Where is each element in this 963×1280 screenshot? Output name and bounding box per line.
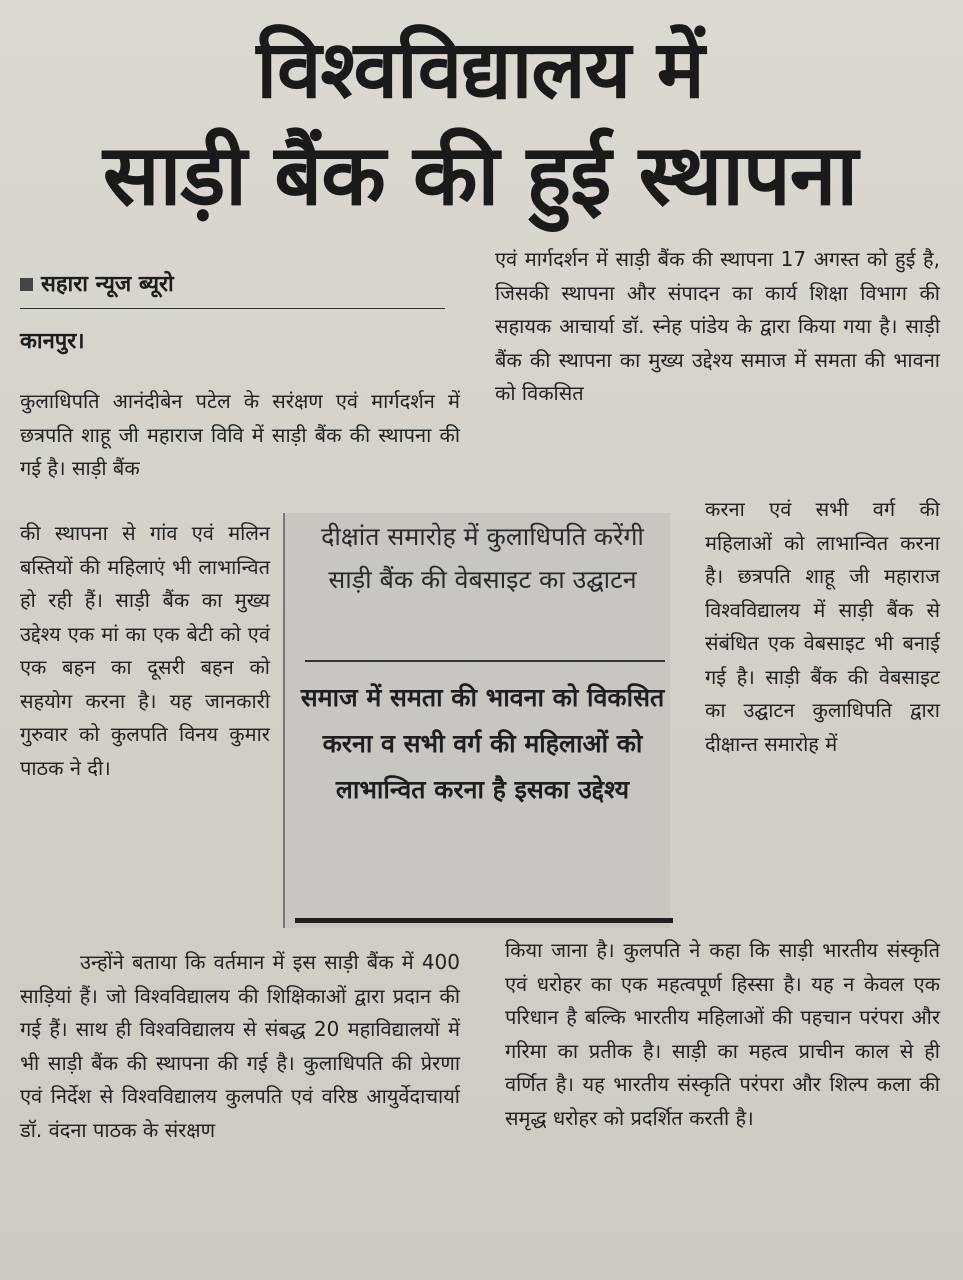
article-col1-para1: कुलाधिपति आनंदीबेन पटेल के सरंक्षण एवं मार्गदर्शन में छत्रपति शाहू जी महाराज विवि में साड़ी बैंक की स्थापना की गई है। साड़ी बैंक <box>20 389 460 480</box>
highlight-divider <box>305 660 665 662</box>
headline-line-2: साड़ी बैंक की हुई स्थापना <box>102 126 858 224</box>
highlight-body: समाज में समता की भावना को विकसित करना व सभी वर्ग की महिलाओं को लाभान्वित करना है इसका उद्देश्य <box>300 683 665 804</box>
article-col1-para1-continued: की स्थापना से गांव एवं मलिन बस्तियों की महिलाएं भी लाभान्वित हो रही हैं। साड़ी बैंक का मुख्य उद्देश्य एक मां का एक बेटी को एवं एक बहन का दूसरी बहन को सहयोग करना है। यह जानकारी गुरुवार को कुलपति विनय कुमार पाठक ने दी। <box>20 521 270 780</box>
byline <box>20 268 445 309</box>
highlight-bottom-rule <box>295 918 673 923</box>
article-col2-para1-continued: करना एवं सभी वर्ग की महिलाओं को लाभान्वित करना है। छत्रपति शाहू जी महाराज विश्वविद्यालय में साड़ी बैंक से संबंधित एक वेबसाइट भी बनाई गई है। साड़ी बैंक की वेबसाइट का उद्घाटन कुलाधिपति द्वारा दीक्षान्त समारोह में <box>705 497 940 756</box>
headline-line-1: विश्वविद्यालय में <box>256 23 704 116</box>
article-col2-para2: किया जाना है। कुलपति ने कहा कि साड़ी भारतीय संस्कृति एवं धरोहर का एक महत्वपूर्ण हिस्सा है। यह न केवल एक परिधान है बल्कि भारतीय महिलाओं की पहचान परंपरा और गरिमा का प्रतीक है। साड़ी का महत्व प्राचीन काल से ही वर्णित है। यह भारतीय संस्कृति परंपरा और शिल्प कला की समृद्ध धरोहर को प्रदर्शित करती है। <box>505 938 940 1130</box>
dateline: कानपुर। <box>20 329 85 354</box>
article-col1-para2: उन्होंने बताया कि वर्तमान में इस साड़ी बैंक में 400 साड़ियां हैं। जो विश्वविद्यालय की शिक्षिकाओं द्वारा प्रदान की गई हैं। साथ ही विश्वविद्यालय से संबद्ध 20 महाविद्यालयों में भी साड़ी बैंक की स्थापना की गई है। कुलाधिपति की प्रेरणा एवं निर्देश से विश्वविद्यालय कुलपति एवं वरिष्ठ आयुर्वेदाचार्या डॉ. वंदना पाठक के संरक्षण <box>20 950 460 1142</box>
byline-square-icon <box>20 278 33 291</box>
highlight-heading: दीक्षांत समारोह में कुलाधिपति करेंगी साड़ी बैंक की वेबसाइट का उद्घाटन <box>321 522 644 594</box>
byline-text: सहारा न्यूज ब्यूरो <box>41 272 174 297</box>
article-col2-para1: एवं मार्गदर्शन में साड़ी बैंक की स्थापना 17 अगस्त को हुई है, जिसकी स्थापना और संपादन का कार्य शिक्षा विभाग की सहायक आचार्या डॉ. स्नेह पांडेय के द्वारा किया गया है। साड़ी बैंक की स्थापना का मुख्य उद्देश्य समाज में समता की भावना को विकसित <box>495 247 940 405</box>
